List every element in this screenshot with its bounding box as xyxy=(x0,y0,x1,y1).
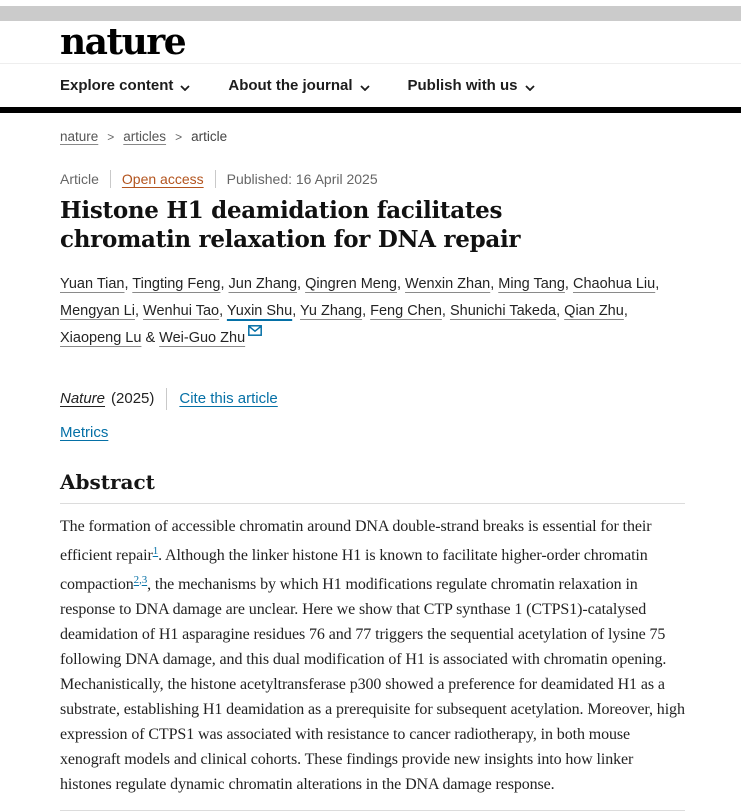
author-link[interactable]: Mengyan Li xyxy=(60,302,135,319)
nav-about-the-journal[interactable] xyxy=(228,76,369,95)
breadcrumb-separator: > xyxy=(175,129,183,144)
abstract-heading-rule xyxy=(60,503,685,504)
breadcrumb xyxy=(60,129,685,144)
cite-this-article-link[interactable]: Cite this article xyxy=(179,390,278,408)
author-separator: , xyxy=(556,302,565,319)
author-link[interactable]: Qian Zhu xyxy=(564,302,624,319)
author-link[interactable]: Wenhui Tao xyxy=(143,302,220,319)
header-divider-bar xyxy=(0,107,741,113)
abstract-text: The formation of accessible chromatin around DNA double-strand breaks is essential for their efficient repair xyxy=(60,517,652,564)
author-separator: , xyxy=(134,302,144,319)
author-list xyxy=(60,271,685,352)
nav-label: About the journal xyxy=(228,77,353,94)
author-link[interactable]: Wenxin Zhan xyxy=(405,275,491,292)
nature-logo[interactable]: nature xyxy=(60,21,186,63)
author-separator: , xyxy=(396,275,406,292)
nav-publish-with-us[interactable] xyxy=(408,76,535,95)
nav-label: Explore content xyxy=(60,77,174,94)
meta-separator xyxy=(215,170,216,188)
metrics-link[interactable]: Metrics xyxy=(60,423,109,441)
author-link[interactable]: Yuan Tian xyxy=(60,275,125,292)
author-ampersand: & xyxy=(141,329,160,346)
author-separator: , xyxy=(219,302,227,319)
author-separator: , xyxy=(124,275,133,292)
author-separator: , xyxy=(490,275,499,292)
author-link[interactable]: Shunichi Takeda xyxy=(449,302,557,319)
author-separator: , xyxy=(564,275,573,292)
author-link[interactable]: Yu Zhang xyxy=(300,302,363,319)
author-link[interactable]: Feng Chen xyxy=(370,302,442,319)
chevron-down-icon xyxy=(180,78,190,95)
citation-row xyxy=(60,388,685,410)
author-separator: , xyxy=(297,275,306,292)
author-link[interactable]: Chaohua Liu xyxy=(572,275,656,292)
author-link[interactable]: Wei-Guo Zhu xyxy=(159,329,246,346)
citation-year: (2025) xyxy=(111,390,155,408)
email-envelope-icon[interactable] xyxy=(248,324,262,340)
article-type-label: Article xyxy=(60,171,99,187)
metrics-row xyxy=(60,424,685,441)
reference-link-3[interactable]: 3 xyxy=(141,573,148,586)
author-link[interactable]: Jun Zhang xyxy=(228,275,298,292)
article-title: Histone H1 deamidation facilitates chromatin relaxation for DNA repair xyxy=(60,197,521,254)
site-header xyxy=(0,21,741,64)
citation-separator xyxy=(166,388,167,410)
article-main xyxy=(0,129,741,811)
abstract-text: , the mechanisms by which H1 modifications regulate chromatin relaxation in response to DNA damage are unclear. Here we show that CTP synthase 1 (CTPS1)-catalysed deamidation of H1 asparagine residues 76 and 77 triggers the sequential acetylation of lysine 75 following DNA damage, and this dual modification of H1 is associated with chromatin opening. Mechanistically, the histone acetyltransferase p300 showed a preference for deamidated H1 as a substrate, establishing H1 deamidation as a prerequisite for subsequent acetylation. Moreover, high expression of CTPS1 was associated with resistance to cancer radiotherapy, in both mouse xenograft models and clinical cohorts. These findings provide new insights into how linker histones regulate dynamic chromatin alterations in the DNA damage response. xyxy=(60,575,685,793)
chevron-down-icon xyxy=(360,78,370,95)
author-link[interactable]: Ming Tang xyxy=(498,275,565,292)
author-link[interactable]: Qingren Meng xyxy=(305,275,397,292)
author-separator: , xyxy=(362,302,371,319)
author-link[interactable]: Yuxin Shu xyxy=(226,302,293,319)
abstract-heading: Abstract xyxy=(60,469,155,494)
breadcrumb-current-article: article xyxy=(191,129,228,144)
abstract-text: . Although the linker histone H1 is known to facilitate higher-order chromatin compaction xyxy=(60,546,648,593)
meta-separator xyxy=(110,170,111,188)
top-gray-bar xyxy=(0,6,741,21)
author-separator: , xyxy=(292,302,300,319)
reference-link-1[interactable]: 1 xyxy=(152,544,159,557)
reference-link-2[interactable]: 2 xyxy=(133,573,140,586)
open-access-link[interactable]: Open access xyxy=(121,171,204,187)
nav-label: Publish with us xyxy=(407,77,518,94)
nav-explore-content[interactable] xyxy=(60,76,190,95)
author-link[interactable]: Xiaopeng Lu xyxy=(60,329,142,346)
reference-comma: , xyxy=(139,573,142,586)
journal-link[interactable]: Nature xyxy=(60,390,106,408)
author-separator: , xyxy=(623,302,628,319)
abstract-paragraph xyxy=(60,514,685,797)
breadcrumb-link-articles[interactable]: articles xyxy=(123,129,167,144)
main-nav xyxy=(0,64,741,107)
breadcrumb-link-nature[interactable]: nature xyxy=(60,129,99,144)
published-date: Published: 16 April 2025 xyxy=(226,171,378,187)
author-separator: , xyxy=(655,275,660,292)
author-link[interactable]: Tingting Feng xyxy=(132,275,221,292)
chevron-down-icon xyxy=(525,78,535,95)
author-separator: , xyxy=(220,275,229,292)
article-meta-row xyxy=(60,170,685,188)
breadcrumb-separator: > xyxy=(107,129,115,144)
author-separator: , xyxy=(441,302,450,319)
